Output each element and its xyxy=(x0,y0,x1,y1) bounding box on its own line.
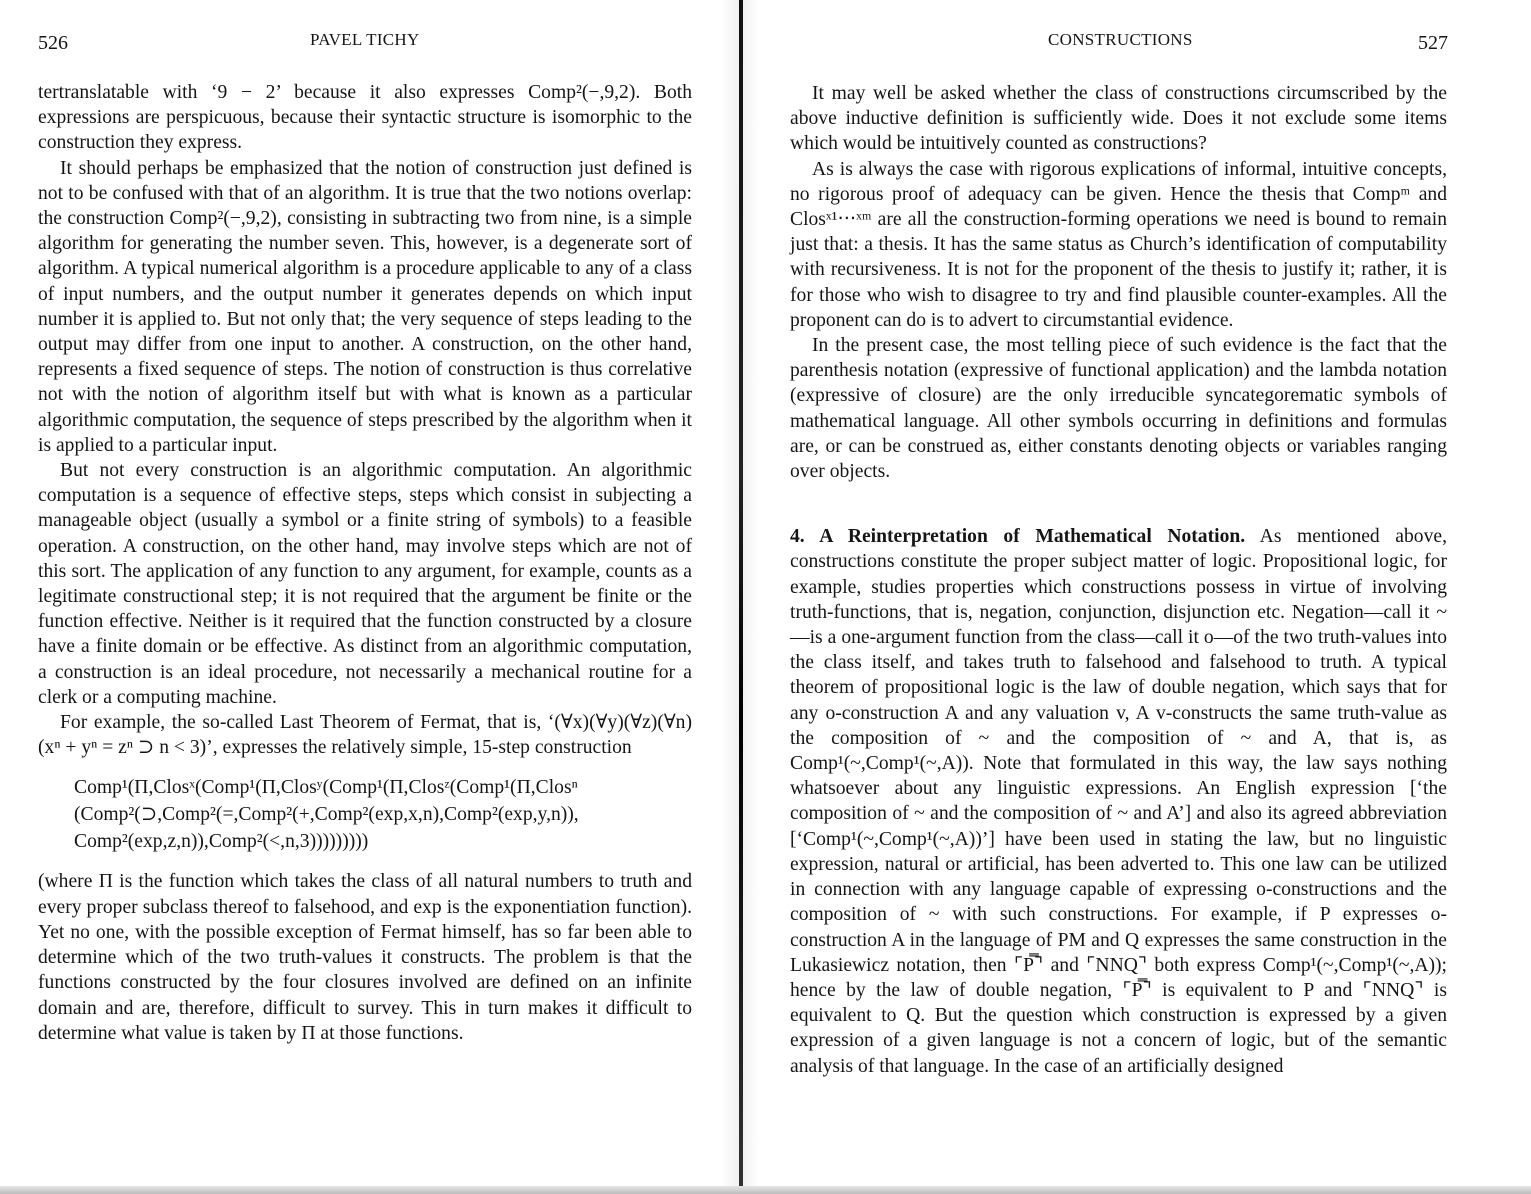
section-paragraph xyxy=(790,524,1447,1078)
left-running-head: PAVEL TICHY xyxy=(310,30,420,49)
paragraph: In the present case, the most telling piece of such evidence is the fact that the parenthesis notation (expressive of functional application) and the lambda notation (expressive of closure) are the only irreducible syncategorematic symbols of mathematical language. All other symbols occurring in definitions and formulas are, or can be construed as, either constants denoting objects or variables ranging over objects. xyxy=(790,335,1447,483)
section-text: As mentioned above, constructions constitute the proper subject matter of logic. Propositional logic, for example, studies properties which constructions possess in virtue of involving truth-functions, that is, negation, conjunction, disjunction etc. Negation—call it ~—is a one-argument function from the class—call it o—of the two truth-values into the class itself, and takes truth to falsehood and falsehood to truth. A typical theorem of propositional logic is the law of double negation, which says that for any o-construction A and any valuation v, A v-constructs the same truth-value as the composition of ~ and the composition of ~ and A, that is, as Comp¹(~,Comp¹(~,A)). Note that formulated in this way, the law says nothing whatsoever about any linguistic expressions. An English expression [‘the composition of ~ and the composition of ~ and A’] and also its agreed abbreviation [‘Comp¹(~,Comp¹(~,A))’] have been used in stating the law, but no linguistic expression, natural or artificial, has been adverted to. This one law can be utilized in connection with any language capable of expressing o-constructions and the composition of ~ with such constructions. For example, if P expresses o-construction A in the language of PM and Q expresses the same construction in the Lukasiewicz notation, then ⌜P̿⌝ and ⌜NNQ⌝ both express Comp¹(~,Comp¹(~,A)); hence by the law of double negation, ⌜P̿⌝ is equivalent to P and ⌜NNQ⌝ is equivalent to Q. But the question which construction is expressed by a given expression of a given language is not a concern of logic, but of the semantic analysis of that language. In the case of an artificially designed xyxy=(790,526,1447,1077)
paragraph: (where Π is the function which takes the class of all natural numbers to truth and every proper subclass thereof to falsehood, and exp is the exponentiation function). Yet no one, with the possible exception of Fermat himself, has so far been able to determine which of the two truth-values it constructs. The problem is that the functions constructed by the four closures involved are defined on an infinite domain and are, therefore, difficult to survey. This in turn makes it difficult to determine what value is taken by Π at those functions. xyxy=(38,871,692,1044)
paragraph: It may well be asked whether the class of constructions circumscribed by the above inductive definition is sufficiently wide. Does it not exclude some items which would be intuitively counted as constructions? xyxy=(790,83,1447,155)
fermat-construction-formula xyxy=(74,774,692,855)
paragraph: As is always the case with rigorous explications of informal, intuitive concepts, no rigorous proof of adequacy can be given. Hence the thesis that Compᵐ and Closˣ¹‧‧‧ˣᵐ are all the construction-forming operations we need is bound to remain just that: a thesis. It has the same status as Church’s identification of computability with recursiveness. It is not for the proponent of the thesis to justify it; rather, it is for those who wish to disagree to try and find plausible counter-examples. All the proponent can do is to advert to circumstantial evidence. xyxy=(790,158,1447,331)
left-body-text xyxy=(38,80,692,1046)
left-page-number: 526 xyxy=(38,32,68,54)
right-running-head: CONSTRUCTIONS xyxy=(1048,30,1193,49)
paragraph: But not every construction is an algorithmic computation. An algorithmic computation is a sequence of effective steps, steps which consist in subjecting a manageable object (usually a symbol or a finite string of symbols) to a feasible operation. A construction, on the other hand, may involve steps which are not of this sort. The application of any function to any argument, for example, counts as a legitimate constructional step; it is not required that the argument be finite or the function effective. Neither is it required that the function constructed by a closure have a finite domain or be effective. As distinct from an algorithmic computation, a construction is an ideal procedure, not necessarily a mechanical routine for a clerk or a computing machine. xyxy=(38,460,692,708)
formula-line: (Comp²(⊃,Comp²(=,Comp²(+,Comp²(exp,x,n),Comp²(exp,y,n)), xyxy=(74,804,579,826)
book-gutter xyxy=(739,0,743,1194)
left-page xyxy=(0,0,735,1194)
right-page-number: 527 xyxy=(1418,32,1448,54)
formula-line: Comp²(exp,z,n)),Comp²(<,n,3))))))))) xyxy=(74,831,369,853)
right-page xyxy=(745,0,1531,1194)
paragraph: It should perhaps be emphasized that the notion of construction just defined is not to be confused with that of an algorithm. It is true that the two notions overlap: the construction Comp²(−,9,2), consisting in subtracting two from nine, is a simple algorithm for generating the number seven. This, however, is a degenerate sort of algorithm. A typical numerical algorithm is a procedure applicable to any of a class of input numbers, and the output number it generates depends on which input number it is applied to. But not only that; the very sequence of steps leading to the output may differ from one input to another. A construction, on the other hand, represents a fixed sequence of steps. The notion of construction is thus correlative not with the notion of algorithm itself but with what is known as a particular algorithmic computation, the sequence of steps prescribed by the algorithm when it is applied to a particular input. xyxy=(38,157,692,456)
scan-bottom-edge xyxy=(0,1186,1531,1194)
formula-line: Comp¹(Π,Closˣ(Comp¹(Π,Closʸ(Comp¹(Π,Closᶻ(Comp¹(Π,Closⁿ xyxy=(74,777,578,799)
paragraph: tertranslatable with ‘9 − 2’ because it also expresses Comp²(−,9,2). Both expressions are perspicuous, because their syntactic structure is isomorphic to the construction they express. xyxy=(38,82,692,154)
section-gap xyxy=(790,484,1447,524)
paragraph: For example, the so-called Last Theorem of Fermat, that is, ‘(∀x)(∀y)(∀z)(∀n)(xⁿ + yⁿ = zⁿ ⊃ n < 3)’, expresses the relatively simple, 15-step construction xyxy=(38,712,692,759)
right-body-text xyxy=(790,81,1447,1079)
section-heading: 4. A Reinterpretation of Mathematical Notation. xyxy=(790,526,1246,548)
